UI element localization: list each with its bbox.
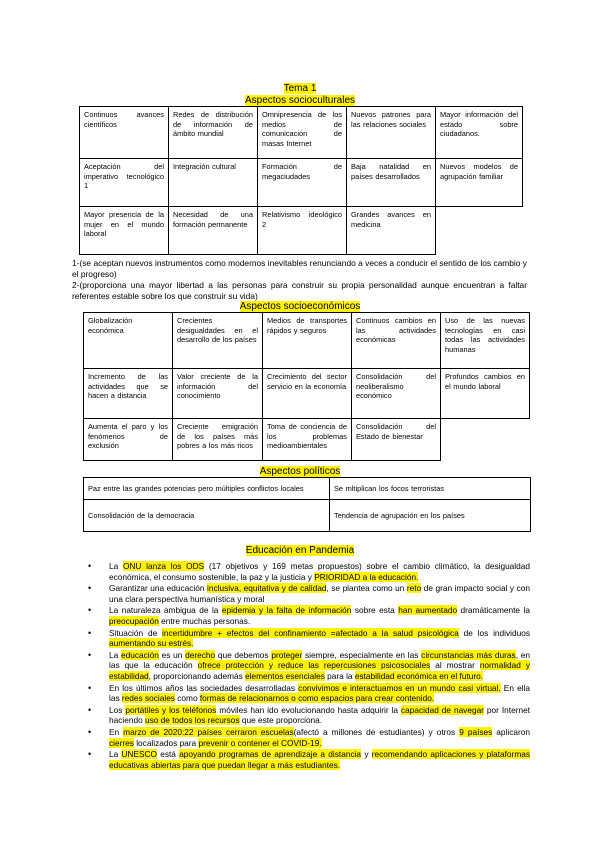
bullet-text: localizados para [133, 737, 199, 748]
bullet-text: para la [324, 670, 355, 681]
table-cell-empty [441, 419, 530, 461]
bullet-text: La [109, 561, 123, 571]
table-row [84, 369, 530, 419]
bullet-text: móviles han ido evolucionando hasta adquirir la [216, 704, 401, 715]
table-cell: Uso de las nuevas tecnologías en casi todas las actividades humanas [441, 313, 530, 369]
bullet-text: y [361, 749, 372, 760]
list-item [88, 749, 530, 770]
bullet-text: está [156, 749, 180, 760]
bullet-text: , en las que la educación [109, 649, 530, 671]
bullet-text: que debemos [215, 649, 272, 660]
highlighted-text: formas de relacionarnos o como espacios para crear contenido. [199, 693, 435, 704]
highlighted-text: normalidad y estabilidad [109, 660, 530, 681]
table-cell: Consolidación de la democracia [84, 500, 330, 532]
table-cell: Consolidación del Estado de bienestar [352, 419, 441, 461]
list-item [88, 583, 530, 604]
bullet-text: de gran impacto social y con una clara perspectiva humanística y moral [109, 583, 530, 604]
table-cell: Mayor presencia de la mujer en el mundo laboral [80, 207, 169, 255]
highlighted-text: convivimos e interactuamos en un mundo casi virtual. [298, 682, 501, 693]
table-cell: Nuevos modelos de agrupación familiar [436, 159, 523, 207]
bullet-text: En los últimos años las sociedades desarrolladas [109, 682, 299, 693]
bullet-text: (17 objetivos y 169 metas propuestos) sobre el cambio climático, la desigualdad económica, el consumo sostenible, la paz y la justicia y [109, 561, 530, 582]
table-cell: Nuevos patrones para las relaciones sociales [347, 107, 436, 159]
table-cell: Globalización económica [84, 313, 173, 369]
highlighted-text: estabilidad económica en el futuro. [354, 670, 484, 681]
table-cell: Valor creciente de la información del conocimiento [173, 369, 263, 419]
table-row [80, 207, 523, 255]
table-row [84, 500, 531, 532]
highlighted-text: recomendando aplicaciones y plataformas educativas abiertas para que puedan llegar a más estudiantes. [109, 749, 530, 770]
table-cell: Creciente emigración de los países más pobres a los más ricos [173, 419, 263, 461]
highlighted-text: UNESCO [121, 749, 157, 760]
bullet-text: sobre esta [351, 605, 399, 616]
list-item [88, 628, 530, 649]
highlighted-text: proteger [271, 649, 303, 660]
politicos-title-text: Aspectos políticos [259, 466, 341, 477]
table-cell: Crecimiento del sector servicio en la economía [263, 369, 352, 419]
table-cell: Omnipresencia de los medios de comunicación de masas Internet [258, 107, 347, 159]
socioeconomicos-table [83, 312, 530, 461]
bullet-text: que este proporciona. [239, 715, 323, 726]
list-item [88, 705, 530, 726]
bullet-text: de los individuos [458, 627, 530, 638]
table-cell: Medios de transportes rápidos y seguros [263, 313, 352, 369]
politicos-table [83, 477, 531, 532]
table-cell: Continuos cambios en las actividades económicas [352, 313, 441, 369]
highlighted-text: PRIORIDAD a la educación. [314, 571, 419, 582]
table-cell: Relativismo ideológico 2 [258, 207, 347, 255]
highlighted-text: incertidumbre + efectos del confinamiento =afectado a la salud psicológica [162, 627, 459, 638]
table-cell: Tendencia de agrupación en los países [330, 500, 531, 532]
table-cell: Incremento de las actividades que se hacen a distancia [84, 369, 173, 419]
highlighted-text: epidemia y la falta de información [221, 605, 352, 616]
highlighted-text: cierres [109, 737, 134, 748]
bullet-text: dramáticamente la [457, 605, 530, 616]
table-row [84, 313, 530, 369]
table-cell: Consolidación del neoliberalismo económico [352, 369, 441, 419]
table-cell: Redes de distribución de información de ámbito mundial [169, 107, 258, 159]
list-item [88, 683, 530, 704]
bullet-text: , se plantea como un [326, 583, 407, 594]
list-item [88, 605, 530, 626]
table-cell: Mayor información del estado sobre ciudadanos. [436, 107, 523, 159]
highlighted-text: inclusiva, equitativa y de calidad [207, 583, 327, 594]
highlighted-text: han aumentado [398, 605, 458, 616]
bullet-text: siempre, especialmente en las [302, 649, 422, 660]
socioculturales-table [79, 106, 523, 255]
bullet-text: Garantizar una educación [109, 583, 207, 594]
table-cell: Aceptación del imperativo tecnológico 1 [80, 159, 169, 207]
bullet-text: es un [158, 649, 186, 660]
highlighted-text: 9 países [459, 726, 493, 737]
highlighted-text: circunstancias más duras [421, 649, 516, 660]
highlighted-text: uso de todos los recursos [144, 715, 240, 726]
highlighted-text: redes sociales [121, 693, 175, 704]
list-item [88, 650, 530, 682]
highlighted-text: educación [121, 649, 159, 660]
table-cell: Baja natalidad en países desarrollados [347, 159, 436, 207]
highlighted-text: prevenir o contener el COVID-19. [198, 737, 322, 748]
table-row [80, 159, 523, 207]
bullet-text: (afectó a millones de estudiantes) y otros [293, 726, 460, 737]
bullet-text: La [109, 649, 121, 660]
table-cell: Profundos cambios en el mundo laboral [441, 369, 530, 419]
pandemia-title-text: Educación en Pandemia [245, 545, 355, 556]
highlighted-text: ONU lanza los ODS [122, 561, 205, 571]
bullet-text: En ella las [109, 682, 530, 704]
tema-title-text: Tema 1 [283, 83, 317, 94]
highlighted-text: capacidad de navegar [400, 704, 484, 715]
highlighted-text: preocupación [109, 615, 159, 626]
bullet-text: La naturaleza ambigua de la [109, 605, 222, 616]
tema-title [0, 83, 600, 95]
table-row [80, 107, 523, 159]
bullet-text: por Internet haciendo [109, 704, 530, 726]
list-item [88, 561, 530, 582]
table-cell: Crecientes desigualdades en el desarrollo de los países [173, 313, 263, 369]
table-cell: Continuos avances científicos [80, 107, 169, 159]
highlighted-text: aumentando su estrés. [109, 638, 194, 649]
table-row [84, 478, 531, 500]
table-cell: Paz entre las grandes potencias pero múltiples conflictos locales [84, 478, 330, 500]
bullet-text: al mostrar [430, 660, 480, 671]
highlighted-text: derecho [185, 649, 216, 660]
highlighted-text: marzo de 2020:22 países cerraron escuelas [123, 726, 294, 737]
bullet-text: aplicaron [492, 726, 530, 737]
highlighted-text: apoyando programas de aprendizaje a distancia [179, 749, 362, 760]
pandemia-title [0, 545, 600, 557]
table-cell: Toma de conciencia de los problemas medioambientales [263, 419, 352, 461]
bullet-text: como [174, 693, 200, 704]
highlighted-text: elementos esenciales [245, 670, 325, 681]
bullet-text: La [109, 749, 122, 760]
bullet-text: entre muchas personas. [158, 615, 251, 626]
table-cell: Grandes avances en medicina [347, 207, 436, 255]
socioeconomicos-title-text: Aspectos socioeconómicos [239, 301, 361, 312]
note-1: 1-(se aceptan nuevos instrumentos como modernos inevitables renunciando a veces a conducir el sentido de los cambio y el progreso) [72, 258, 527, 279]
socioculturales-title-text: Aspectos socioculturales [244, 95, 356, 106]
highlighted-text: portátiles y los teléfonos [125, 704, 217, 715]
bullet-text: En [109, 726, 124, 737]
pandemia-bullet-list [88, 561, 530, 771]
highlighted-text: reto [406, 583, 422, 594]
table-cell: Necesidad de una formación permanente [169, 207, 258, 255]
table-cell: Formación de megaciudades [258, 159, 347, 207]
bullet-text: Los [109, 704, 126, 715]
table-cell-empty [436, 207, 523, 255]
bullet-text: Situación de [109, 627, 163, 638]
list-item [88, 727, 530, 748]
table-cell: Aumenta el paro y los fenómenos de exclusión [84, 419, 173, 461]
table-row [84, 419, 530, 461]
note-2: 2-(proporciona una mayor libertad a las personas para construir su propia personalidad aunque encuentran a faltar referentes estable sobre los que construir su vida) [72, 280, 527, 301]
table-cell: Integración cultural [169, 159, 258, 207]
highlighted-text: ofrece protección y reduce las repercusiones psicosociales [197, 660, 431, 671]
bullet-text: , proporcionando además [148, 670, 246, 681]
table-cell: Se mltiplican los focos terroristas [330, 478, 531, 500]
